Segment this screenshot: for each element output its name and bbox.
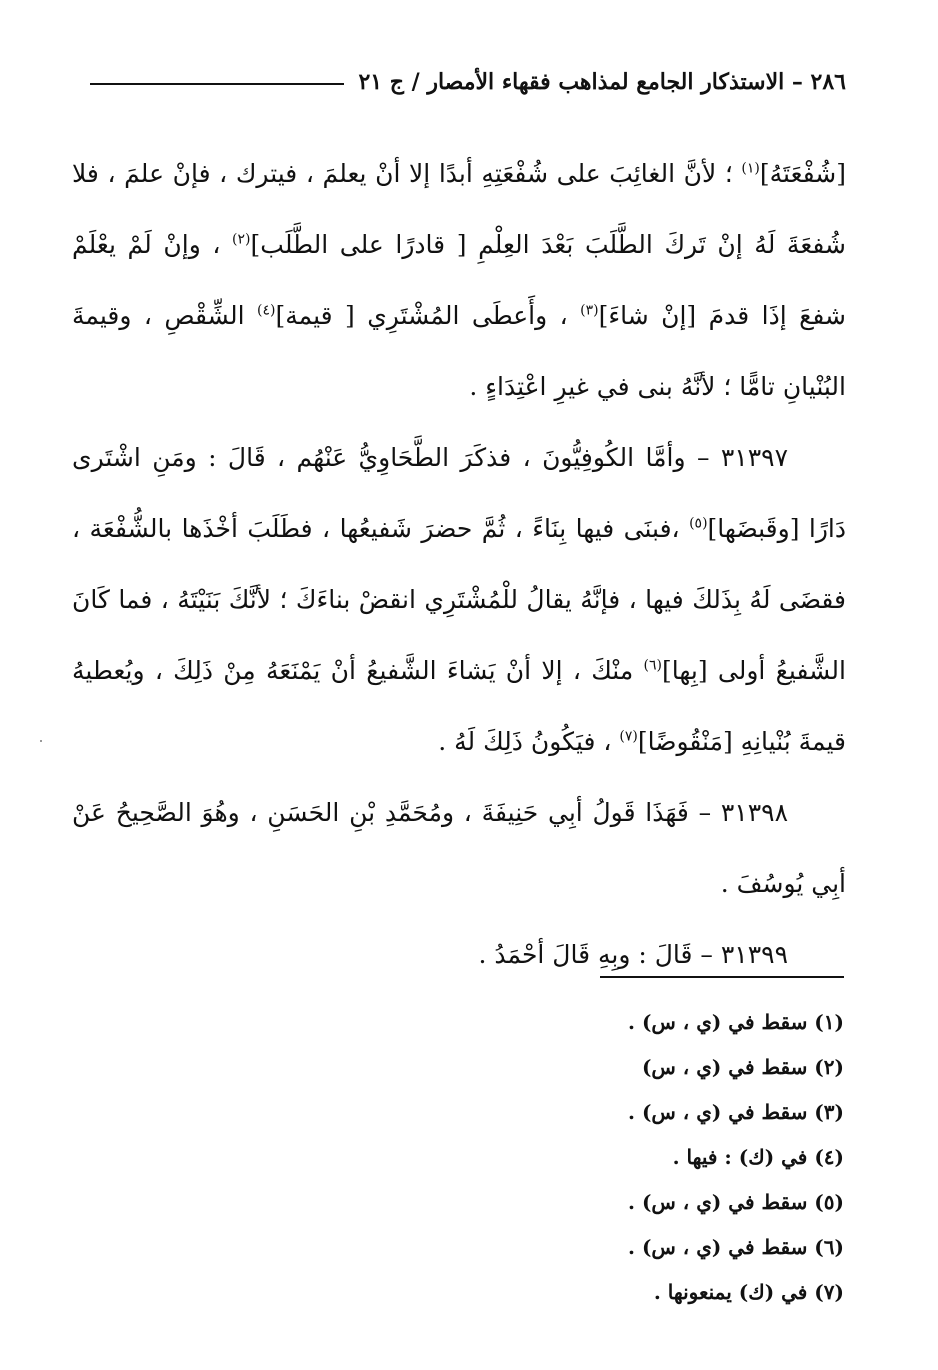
scan-speck bbox=[40, 740, 42, 742]
footnote-3: (٣) سقط في (ي ، س) . bbox=[628, 1100, 844, 1124]
footnote-ref-7[interactable]: (٧) bbox=[619, 728, 638, 745]
text-segment: ، فيَكُونُ ذَلِكَ لَهُ . bbox=[438, 727, 620, 756]
text-segment: ، وأَعطَى المُشْتَرِي [ قيمة] bbox=[275, 301, 581, 330]
page-header bbox=[90, 62, 846, 102]
footnote-7: (٧) في (ك) يمنعونها . bbox=[653, 1280, 844, 1304]
text-segment: منْكَ ، إلا أنْ يَشاءَ الشَّفيعُ أنْ يَمْنَعَهُ مِنْ ذَلِكَ ، ويُعطيهُ قيمةَ بُنْيانِهِ [مَنْقُوضًا] bbox=[72, 656, 846, 756]
footnote-ref-5[interactable]: (٥) bbox=[689, 515, 708, 532]
paragraph-31398: ٣١٣٩٨ – فَهَذَا قَولُ أبِي حَنِيفَةَ ، ومُحَمَّدِ بْنِ الحَسَنِ ، وهُوَ الصَّحِيحُ عَنْ أبِي يُوسُفَ . bbox=[72, 798, 846, 898]
footnote-ref-2[interactable]: (٢) bbox=[232, 231, 251, 248]
running-title: ٢٨٦ – الاستذكار الجامع لمذاهب فقهاء الأمصار / ج ٢١ bbox=[358, 69, 846, 95]
paragraph-31397 bbox=[72, 422, 846, 777]
text-segment: ،فبنَى فيها بِنَاءً ، ثُمَّ حضرَ شَفيعُها ، فطَلَبَ أخْذَها بالشُّفْعَة ، فقضَى لَهُ بِذَلكَ فيها ، فإنَّهُ يقالُ للْمُشْتَرِي انقضْ بناءَكَ ؛ لأنَّكَ بَنَيْتَهُ ، فما كَانَ الشَّفيعُ أولى [بِها] bbox=[72, 514, 846, 685]
footnote-ref-4[interactable]: (٤) bbox=[256, 302, 276, 319]
paragraph-1 bbox=[72, 138, 846, 422]
text-segment: ؛ لأنَّ الغائِبَ على شُفْعَتِهِ أبدًا إلا أنْ يعلمَ ، فيترك ، فإنْ علمَ ، فلا شُفعَةَ لَهُ إنْ تَركَ الطَّلَبَ بَعْدَ العِلْمِ [ قادرًا على الطَّلَب] bbox=[72, 159, 846, 259]
footnote-ref-1[interactable]: (١) bbox=[741, 160, 760, 177]
text-segment: ، وإنْ لَمْ يعْلَمْ شفعَ إذَا قدمَ [إنْ شاءَ] bbox=[72, 230, 846, 330]
text-segment: [شُفْعَتَهُ] bbox=[759, 159, 846, 188]
footnote-ref-3[interactable]: (٣) bbox=[580, 302, 599, 319]
footnotes bbox=[90, 1000, 844, 1315]
footnote-1: (١) سقط في (ي ، س) . bbox=[628, 1010, 844, 1034]
paragraph-31399: ٣١٣٩٩ – قَالَ : وبِهِ قَالَ أحْمَدُ . bbox=[478, 940, 788, 969]
main-text bbox=[72, 138, 846, 990]
footnote-ref-6[interactable]: (٦) bbox=[643, 657, 662, 674]
footnote-2: (٢) سقط في (ي ، س) bbox=[641, 1055, 844, 1079]
text-segment: الشِّقْصِ ، وقيمةَ البُنْيانِ تامًّا ؛ لأنَّهُ بنى في غيرِ اعْتِدَاءٍ . bbox=[72, 301, 846, 401]
footnote-4: (٤) في (ك) : فيها . bbox=[672, 1145, 844, 1169]
footnote-5: (٥) سقط في (ي ، س) . bbox=[628, 1190, 844, 1214]
header-rule bbox=[90, 83, 344, 85]
footnote-6: (٦) سقط في (ي ، س) . bbox=[628, 1235, 844, 1259]
footnote-separator bbox=[600, 976, 844, 978]
text-segment: ٣١٣٩٧ – وأمَّا الكُوفِيُّونَ ، فذكَرَ الطَّحَاوِيُّ عَنْهُم ، قَالَ : ومَنِ اشْتَرى دَارًا [وقَبضَها] bbox=[72, 443, 846, 543]
